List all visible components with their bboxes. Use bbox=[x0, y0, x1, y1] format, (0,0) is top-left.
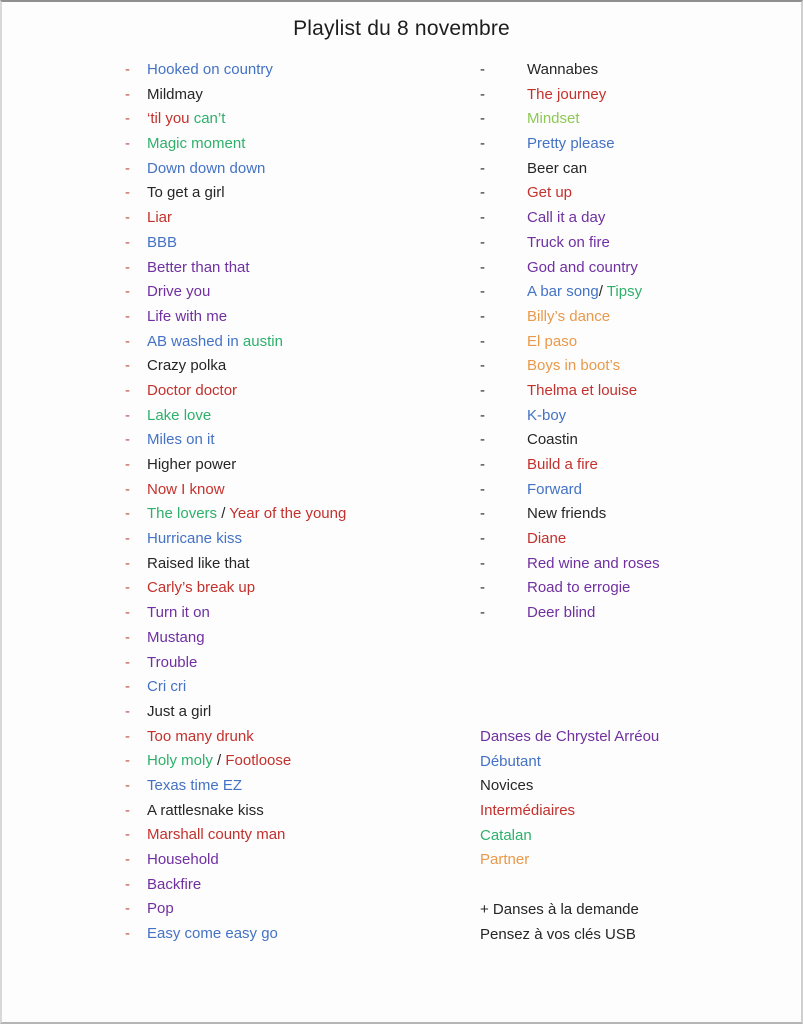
dash-bullet: - bbox=[480, 579, 485, 597]
playlist-item bbox=[125, 428, 470, 453]
item-text bbox=[527, 552, 660, 577]
item-text bbox=[147, 848, 219, 873]
playlist-right-column bbox=[480, 58, 800, 626]
item-text bbox=[147, 749, 291, 774]
dash-bullet: - bbox=[480, 61, 485, 78]
text-segment: New friends bbox=[527, 505, 607, 523]
text-segment: Holy moly bbox=[147, 752, 218, 770]
item-text bbox=[527, 601, 595, 626]
text-segment: Débutant bbox=[480, 752, 541, 770]
dash-bullet: - bbox=[125, 209, 130, 227]
dash-bullet: - bbox=[125, 381, 130, 399]
item-text bbox=[527, 354, 620, 379]
item-text bbox=[527, 330, 577, 355]
item-text bbox=[480, 824, 532, 849]
legend-item bbox=[480, 824, 800, 849]
text-segment: Pensez à vos clés USB bbox=[480, 925, 636, 943]
dash-bullet: - bbox=[480, 184, 485, 202]
item-text bbox=[480, 848, 529, 873]
dash-bullet: - bbox=[480, 530, 485, 548]
item-text bbox=[480, 898, 639, 923]
text-segment: Turn it on bbox=[147, 604, 210, 622]
item-text bbox=[480, 750, 541, 775]
item-text bbox=[147, 453, 236, 478]
item-text bbox=[147, 181, 225, 206]
item-text bbox=[147, 305, 227, 330]
text-segment: Mustang bbox=[147, 628, 205, 646]
text-segment: Novices bbox=[480, 777, 534, 795]
playlist-item bbox=[480, 576, 800, 601]
dash-bullet: - bbox=[480, 85, 485, 103]
text-segment: Better than that bbox=[147, 258, 250, 276]
playlist-item bbox=[125, 404, 470, 429]
text-segment: Pop bbox=[147, 900, 174, 918]
text-segment: / bbox=[221, 505, 230, 523]
dash-bullet: - bbox=[480, 209, 485, 227]
dash-bullet: - bbox=[125, 801, 130, 819]
item-text bbox=[147, 675, 186, 700]
dash-bullet: - bbox=[480, 110, 485, 128]
item-text bbox=[147, 922, 278, 947]
note-line bbox=[480, 898, 800, 923]
text-segment: Beer can bbox=[527, 159, 588, 177]
text-segment: Now I know bbox=[147, 480, 225, 498]
text-segment: / bbox=[598, 283, 603, 301]
legend-item bbox=[480, 725, 800, 750]
item-text bbox=[147, 132, 245, 157]
item-text bbox=[147, 700, 211, 725]
dash-bullet: - bbox=[125, 357, 130, 375]
dash-bullet: - bbox=[125, 776, 130, 794]
dash-bullet: - bbox=[125, 702, 130, 720]
playlist-item bbox=[125, 354, 470, 379]
playlist-item bbox=[125, 181, 470, 206]
item-text bbox=[147, 107, 225, 132]
dash-bullet: - bbox=[125, 925, 130, 943]
item-text bbox=[527, 83, 606, 108]
text-segment: Pretty please bbox=[527, 135, 615, 153]
item-text bbox=[147, 799, 264, 824]
playlist-item bbox=[480, 256, 800, 281]
item-text bbox=[147, 280, 210, 305]
text-segment: Deer blind bbox=[527, 604, 596, 622]
playlist-item bbox=[125, 749, 470, 774]
item-text bbox=[527, 181, 572, 206]
text-segment: + Danses à la demande bbox=[480, 901, 639, 918]
item-text bbox=[527, 256, 638, 281]
dash-bullet: - bbox=[125, 480, 130, 498]
playlist-item bbox=[125, 626, 470, 651]
text-segment: Tipsy bbox=[602, 283, 643, 301]
dash-bullet: - bbox=[125, 159, 130, 177]
text-segment: Trouble bbox=[147, 653, 198, 671]
text-segment: Backfire bbox=[147, 875, 202, 893]
dash-bullet: - bbox=[125, 875, 130, 893]
playlist-item bbox=[125, 873, 470, 898]
playlist-item bbox=[125, 231, 470, 256]
item-text bbox=[527, 58, 598, 83]
dash-bullet: - bbox=[125, 456, 130, 473]
text-segment: K-boy bbox=[527, 406, 567, 424]
dash-bullet: - bbox=[480, 456, 485, 473]
page-title: Playlist du 8 novembre bbox=[293, 17, 510, 40]
text-segment: Crazy polka bbox=[147, 357, 227, 375]
item-text bbox=[147, 231, 177, 256]
dash-bullet: - bbox=[125, 653, 130, 671]
text-segment: Marshall county man bbox=[147, 826, 286, 844]
text-segment: Household bbox=[147, 851, 219, 868]
dash-bullet: - bbox=[480, 406, 485, 424]
playlist-item bbox=[480, 107, 800, 132]
dash-bullet: - bbox=[480, 431, 485, 449]
dash-bullet: - bbox=[125, 332, 130, 350]
playlist-item bbox=[125, 897, 470, 922]
text-segment: Year of the young bbox=[229, 505, 347, 523]
playlist-item bbox=[480, 404, 800, 429]
item-text bbox=[147, 354, 226, 379]
item-text bbox=[480, 725, 659, 750]
item-text bbox=[147, 873, 201, 898]
text-segment: / bbox=[217, 752, 226, 770]
dash-bullet: - bbox=[125, 233, 130, 251]
dash-bullet: - bbox=[480, 135, 485, 153]
item-text bbox=[147, 601, 210, 626]
dash-bullet: - bbox=[480, 381, 485, 399]
playlist-item bbox=[480, 552, 800, 577]
item-text bbox=[147, 502, 346, 527]
text-segment: Partner bbox=[480, 851, 530, 869]
text-segment: Danses de Chrystel Arréou bbox=[480, 728, 660, 745]
text-segment: Truck on fire bbox=[527, 233, 610, 251]
text-segment: God and country bbox=[527, 258, 638, 276]
text-segment: Get up bbox=[527, 184, 573, 202]
playlist-item bbox=[480, 527, 800, 552]
playlist-item bbox=[480, 83, 800, 108]
text-segment: Miles on it bbox=[147, 431, 215, 449]
playlist-left-column bbox=[125, 58, 470, 947]
text-segment: A bar song bbox=[527, 283, 599, 301]
item-text bbox=[527, 231, 610, 256]
item-text bbox=[527, 157, 587, 182]
dash-bullet: - bbox=[125, 110, 130, 128]
text-segment: Diane bbox=[527, 530, 567, 548]
dash-bullet: - bbox=[480, 159, 485, 177]
dash-bullet: - bbox=[125, 900, 130, 918]
text-segment: Higher power bbox=[147, 456, 237, 473]
dash-bullet: - bbox=[480, 604, 485, 622]
playlist-item bbox=[125, 774, 470, 799]
text-segment: AB washed in bbox=[147, 332, 243, 350]
playlist-item bbox=[125, 725, 470, 750]
item-text bbox=[527, 379, 637, 404]
legend-item bbox=[480, 848, 800, 873]
playlist-item bbox=[480, 601, 800, 626]
playlist-item bbox=[480, 231, 800, 256]
item-text bbox=[527, 132, 615, 157]
dash-bullet: - bbox=[480, 233, 485, 251]
item-text bbox=[480, 923, 636, 948]
text-segment: Footloose bbox=[225, 752, 292, 770]
notes-block bbox=[480, 898, 800, 947]
item-text bbox=[147, 774, 242, 799]
text-segment: Road to errogie bbox=[527, 579, 631, 597]
text-segment: Coastin bbox=[527, 431, 578, 449]
dash-bullet: - bbox=[480, 307, 485, 325]
item-text bbox=[147, 83, 203, 108]
dash-bullet: - bbox=[480, 258, 485, 276]
playlist-item bbox=[480, 181, 800, 206]
item-text bbox=[147, 256, 250, 281]
dash-bullet: - bbox=[125, 135, 130, 153]
playlist-item bbox=[125, 330, 470, 355]
playlist-item bbox=[480, 502, 800, 527]
playlist-item bbox=[125, 305, 470, 330]
text-segment: Magic moment bbox=[147, 135, 246, 153]
item-text bbox=[147, 428, 215, 453]
dash-bullet: - bbox=[125, 628, 130, 646]
playlist-item bbox=[125, 527, 470, 552]
dash-bullet: - bbox=[125, 307, 130, 325]
playlist-item bbox=[125, 799, 470, 824]
playlist-item bbox=[125, 823, 470, 848]
text-segment: The lovers bbox=[147, 505, 222, 523]
text-segment: Build a fire bbox=[527, 456, 598, 473]
text-segment: A rattlesnake kiss bbox=[147, 801, 264, 819]
item-text bbox=[147, 404, 211, 429]
playlist-item bbox=[480, 157, 800, 182]
item-text bbox=[147, 552, 250, 577]
playlist-item bbox=[480, 354, 800, 379]
dash-bullet: - bbox=[480, 283, 485, 301]
dash-bullet: - bbox=[480, 480, 485, 498]
text-segment: Thelma et louise bbox=[527, 381, 638, 399]
playlist-item bbox=[125, 453, 470, 478]
text-segment: Carly’s break up bbox=[147, 579, 256, 597]
item-text bbox=[147, 58, 273, 83]
playlist-item bbox=[480, 280, 800, 305]
item-text bbox=[527, 453, 598, 478]
playlist-item bbox=[125, 157, 470, 182]
item-text bbox=[527, 478, 582, 503]
item-text bbox=[147, 823, 285, 848]
text-segment: The journey bbox=[527, 85, 607, 103]
item-text bbox=[527, 527, 566, 552]
playlist-item bbox=[125, 651, 470, 676]
playlist-item bbox=[125, 107, 470, 132]
text-segment: Catalan bbox=[480, 826, 532, 844]
playlist-item bbox=[480, 453, 800, 478]
dash-bullet: - bbox=[480, 505, 485, 523]
item-text bbox=[527, 404, 566, 429]
item-text bbox=[527, 428, 578, 453]
text-segment: Too many drunk bbox=[147, 727, 254, 745]
text-segment: BBB bbox=[147, 233, 178, 251]
playlist-item bbox=[125, 576, 470, 601]
text-segment: austin bbox=[242, 332, 283, 350]
dash-bullet: - bbox=[125, 85, 130, 103]
playlist-item bbox=[125, 379, 470, 404]
text-segment: Billy’s dance bbox=[527, 307, 611, 325]
text-segment: Cri cri bbox=[147, 678, 187, 696]
dash-bullet: - bbox=[125, 826, 130, 844]
text-segment: ‘til you bbox=[147, 110, 194, 128]
dash-bullet: - bbox=[125, 184, 130, 202]
legend-item bbox=[480, 774, 800, 799]
text-segment: Intermédiaires bbox=[480, 802, 576, 820]
legend-block bbox=[480, 725, 800, 873]
item-text bbox=[527, 206, 605, 231]
legend-item bbox=[480, 799, 800, 824]
playlist-item bbox=[125, 601, 470, 626]
dash-bullet: - bbox=[125, 406, 130, 424]
dash-bullet: - bbox=[125, 530, 130, 548]
dash-bullet: - bbox=[125, 678, 130, 696]
text-segment: Doctor doctor bbox=[147, 381, 238, 399]
playlist-item bbox=[480, 132, 800, 157]
playlist-item bbox=[125, 478, 470, 503]
item-text bbox=[527, 502, 606, 527]
text-segment: Hooked on country bbox=[147, 61, 273, 78]
dash-bullet: - bbox=[125, 554, 130, 572]
item-text bbox=[480, 774, 533, 799]
item-text bbox=[147, 478, 225, 503]
item-text bbox=[147, 206, 172, 231]
text-segment: Raised like that bbox=[147, 554, 250, 572]
text-segment: Liar bbox=[147, 209, 173, 227]
playlist-item bbox=[480, 206, 800, 231]
text-segment: Down down down bbox=[147, 159, 266, 177]
playlist-item bbox=[125, 58, 470, 83]
dash-bullet: - bbox=[480, 357, 485, 375]
item-text bbox=[147, 626, 205, 651]
playlist-item bbox=[125, 502, 470, 527]
playlist-item bbox=[125, 922, 470, 947]
playlist-item bbox=[480, 478, 800, 503]
text-segment: Just a girl bbox=[147, 702, 212, 720]
dash-bullet: - bbox=[125, 727, 130, 745]
playlist-item bbox=[125, 700, 470, 725]
text-segment: Call it a day bbox=[527, 209, 606, 227]
text-segment: Mindset bbox=[527, 110, 580, 128]
item-text bbox=[147, 725, 254, 750]
text-segment: Life with me bbox=[147, 307, 228, 325]
playlist-item bbox=[125, 206, 470, 231]
item-text bbox=[147, 897, 174, 922]
text-segment: Mildmay bbox=[147, 85, 203, 103]
text-segment: Red wine and roses bbox=[527, 554, 660, 572]
item-text bbox=[147, 157, 265, 182]
dash-bullet: - bbox=[125, 258, 130, 276]
item-text bbox=[527, 305, 610, 330]
legend-item bbox=[480, 750, 800, 775]
item-text bbox=[147, 379, 237, 404]
text-segment: can’t bbox=[193, 110, 226, 128]
playlist-item bbox=[480, 58, 800, 83]
item-text bbox=[147, 651, 197, 676]
text-segment: To get a girl bbox=[147, 184, 225, 202]
playlist-item bbox=[480, 330, 800, 355]
item-text bbox=[527, 107, 580, 132]
playlist-item bbox=[125, 848, 470, 873]
playlist-item bbox=[125, 83, 470, 108]
dash-bullet: - bbox=[125, 431, 130, 449]
text-segment: Lake love bbox=[147, 406, 212, 424]
playlist-item bbox=[125, 280, 470, 305]
text-segment: Hurricane kiss bbox=[147, 530, 243, 548]
playlist-item bbox=[125, 675, 470, 700]
text-segment: Drive you bbox=[147, 283, 211, 301]
item-text bbox=[147, 330, 283, 355]
playlist-item bbox=[125, 256, 470, 281]
dash-bullet: - bbox=[125, 61, 130, 78]
item-text bbox=[527, 576, 630, 601]
playlist-item bbox=[125, 552, 470, 577]
dash-bullet: - bbox=[125, 505, 130, 523]
item-text bbox=[147, 576, 255, 601]
text-segment: El paso bbox=[527, 332, 578, 350]
playlist-item bbox=[480, 428, 800, 453]
dash-bullet: - bbox=[125, 283, 130, 301]
text-segment: Wannabes bbox=[527, 61, 599, 78]
playlist-item bbox=[480, 305, 800, 330]
text-segment: Forward bbox=[527, 480, 583, 498]
dash-bullet: - bbox=[480, 554, 485, 572]
note-line bbox=[480, 923, 800, 948]
dash-bullet: - bbox=[125, 851, 130, 868]
playlist-item bbox=[480, 379, 800, 404]
dash-bullet: - bbox=[480, 332, 485, 350]
dash-bullet: - bbox=[125, 752, 130, 770]
item-text bbox=[527, 280, 642, 305]
item-text bbox=[147, 527, 242, 552]
dash-bullet: - bbox=[125, 604, 130, 622]
playlist-item bbox=[125, 132, 470, 157]
text-segment: Easy come easy go bbox=[147, 925, 278, 943]
dash-bullet: - bbox=[125, 579, 130, 597]
text-segment: Texas time EZ bbox=[147, 776, 243, 794]
item-text bbox=[480, 799, 575, 824]
text-segment: Boys in boot’s bbox=[527, 357, 621, 375]
